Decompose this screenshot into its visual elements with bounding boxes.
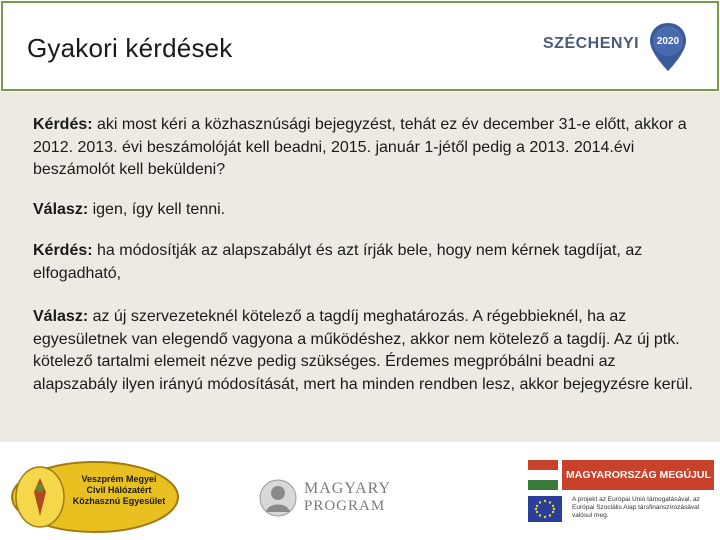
magyary-program-logo	[258, 478, 392, 518]
answer-1	[33, 199, 698, 222]
eu-flag-icon	[528, 496, 562, 522]
veszprem-line: Civil Hálózatért	[86, 485, 152, 495]
question-label: Kérdés:	[33, 242, 93, 259]
question-text: ha módosítják az alapszabályt és azt írják bele, hogy nem kérnek tagdíjat, az elfogadható,	[33, 242, 643, 282]
magyary-name: MAGYARY	[304, 480, 392, 497]
veszprem-civil-logo	[10, 460, 180, 534]
question-label: Kérdés:	[33, 116, 93, 133]
question-1	[33, 114, 698, 182]
page-title: Gyakori kérdések	[27, 33, 233, 63]
eu-funding-note: A projekt az Európai Unió támogatásával, az Európai Szociális Alap társfinanszírozásával valósul meg.	[572, 496, 700, 519]
veszprem-line: Veszprém Megyei	[81, 474, 157, 484]
location-pin-icon	[647, 21, 689, 73]
hungarian-flag-icon	[528, 460, 558, 490]
question-text: aki most kéri a közhasznúsági bejegyzést, tehát ez év december 31-e előtt, akkor a 2012. 2013. évi beszámolóját kell beadni, 2015. január 1-jétől pedig a 2013. 2014.évi beszámolót kell beküldeni?	[33, 116, 687, 178]
szechenyi-logo-year: 2020	[656, 36, 680, 47]
header-bar	[1, 1, 719, 91]
veszprem-org-name	[64, 474, 174, 507]
question-2	[33, 240, 698, 285]
answer-label: Válasz:	[33, 201, 89, 218]
veszprem-line: Közhasznú Egyesület	[72, 496, 166, 506]
answer-text: az új szervezeteknél kötelező a tagdíj meghatározás. A régebbieknél, ha az egyesületnek van elegendő vagyona a működéshez, akkor nem kötelező a tagdíj. Az új ptk. kötelező tartalmi elemeit nézve pedig szükséges. Érdemes megpróbálni beadni az alapszabály ilyen irányú módosítását, mert ha minden rendben lesz, akkor bejegyzésre kerül.	[33, 308, 693, 393]
answer-label: Válasz:	[33, 308, 89, 325]
answer-2	[33, 306, 698, 396]
szechenyi-logo	[541, 21, 691, 73]
portrait-icon	[258, 478, 298, 518]
answer-text: igen, így kell tenni.	[88, 201, 226, 218]
magyarorszag-megujul-logo	[526, 458, 716, 526]
magyary-program-label: PROGRAM	[304, 498, 386, 514]
szechenyi-logo-text: SZÉCHENYI	[543, 35, 640, 52]
megujul-banner: MAGYARORSZÁG MEGÚJUL	[562, 460, 714, 490]
